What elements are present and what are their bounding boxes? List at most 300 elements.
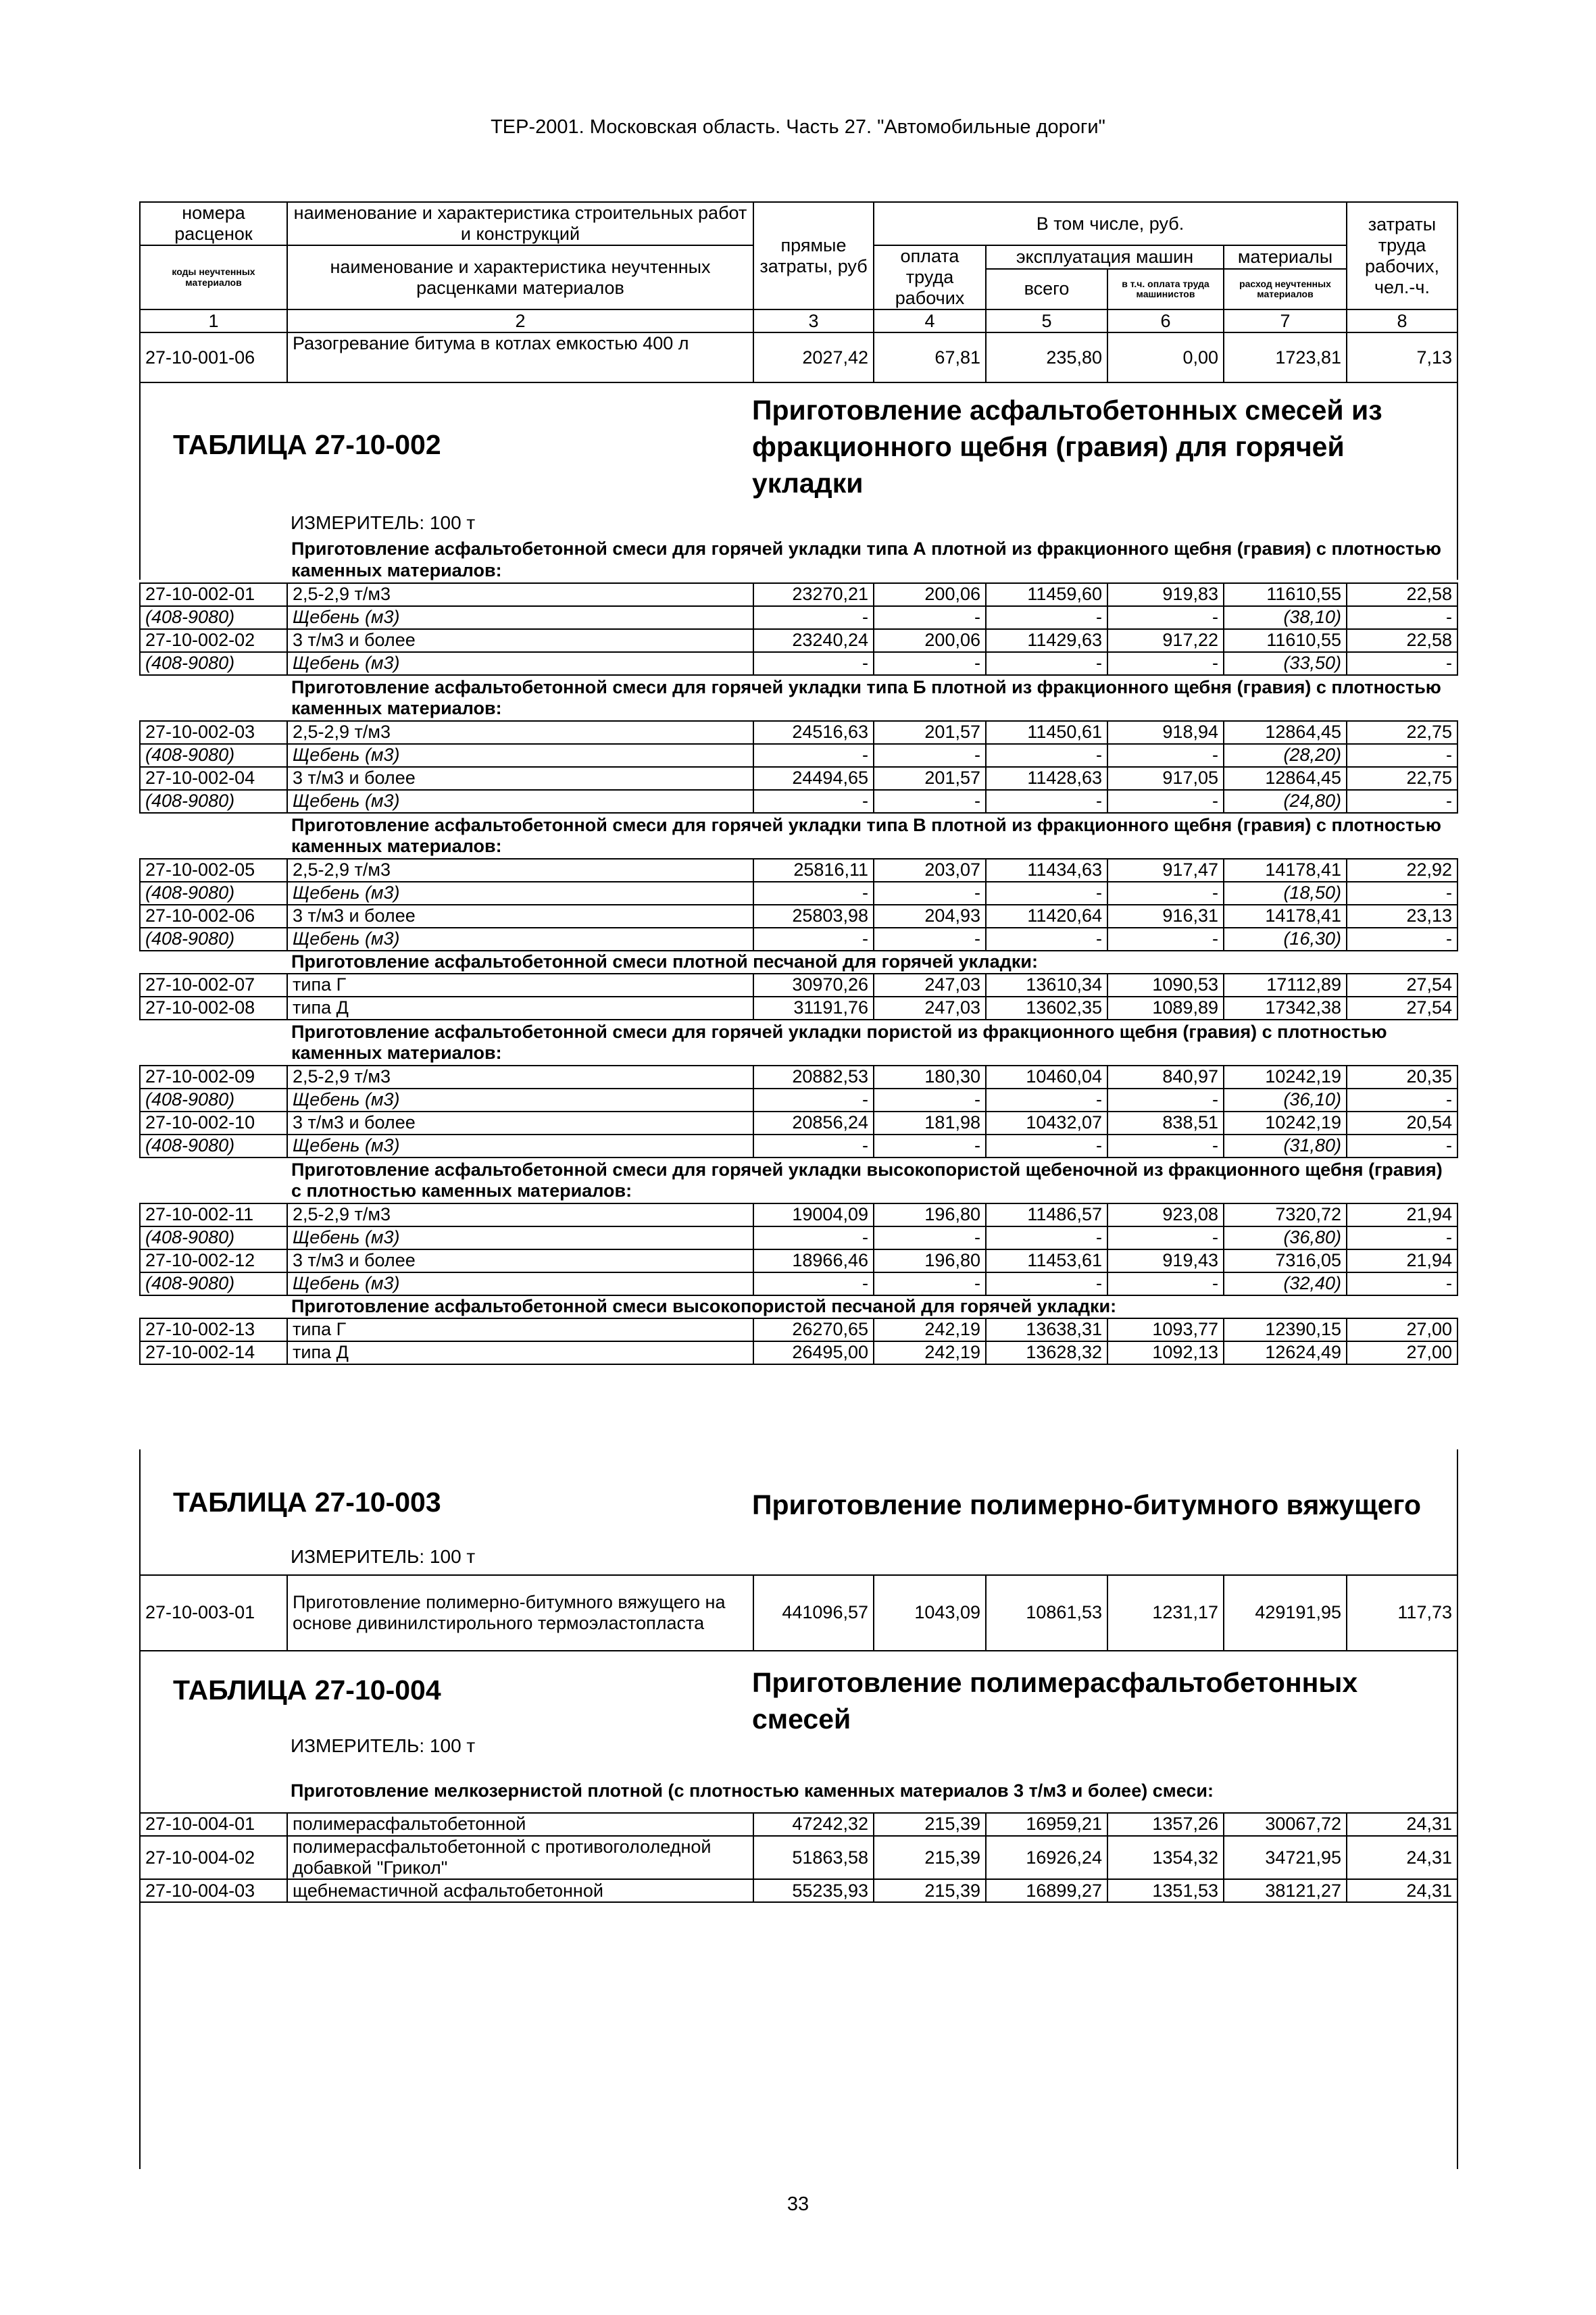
table-row — [140, 629, 1457, 652]
row-value: - — [1107, 1089, 1224, 1112]
section-heading: Приготовление асфальтобетонной смеси для горячей укладки типа А плотной из фракционного щебня (гравия) с плотностью каменных материалов: — [140, 537, 1457, 583]
row-code: (408-9080) — [140, 652, 287, 675]
row-code: 27-10-002-14 — [140, 1341, 287, 1364]
row-code: 27-10-004-01 — [140, 1813, 287, 1836]
row-value: 20856,24 — [753, 1112, 874, 1135]
row-value: 10242,19 — [1224, 1112, 1347, 1135]
row-value: 12864,45 — [1224, 767, 1347, 790]
row-code: 27-10-003-01 — [140, 1575, 287, 1651]
row-value: 10242,19 — [1224, 1066, 1347, 1089]
table-row — [140, 859, 1457, 882]
row-value: 16926,24 — [986, 1836, 1107, 1879]
row-value: (18,50) — [1224, 882, 1347, 905]
row-name: Щебень (м3) — [287, 1226, 753, 1249]
row-value: - — [986, 928, 1107, 951]
row-code: 27-10-002-05 — [140, 859, 287, 882]
row-value: (38,10) — [1224, 606, 1347, 629]
row-value: - — [753, 1135, 874, 1158]
row-value: 10432,07 — [986, 1112, 1107, 1135]
table-row — [140, 1813, 1457, 1836]
row-value: 26495,00 — [753, 1341, 874, 1364]
row-name: 2,5-2,9 т/м3 — [287, 859, 753, 882]
row-value: 27,54 — [1347, 997, 1457, 1020]
row-name: Щебень (м3) — [287, 790, 753, 813]
row-value: 203,07 — [874, 859, 986, 882]
row-value: 20882,53 — [753, 1066, 874, 1089]
row-value: 1090,53 — [1107, 974, 1224, 997]
row-name: Щебень (м3) — [287, 928, 753, 951]
row-value: 11450,61 — [986, 721, 1107, 744]
row-value: - — [1107, 1226, 1224, 1249]
row-value: 27,00 — [1347, 1341, 1457, 1364]
row-value: - — [1107, 744, 1224, 767]
row-value: 200,06 — [874, 583, 986, 606]
row-name: 2,5-2,9 т/м3 — [287, 583, 753, 606]
table002-description: Приготовление асфальтобетонных смесей из фракционного щебня (гравия) для горячей укладки — [752, 395, 1382, 499]
row-name: Щебень (м3) — [287, 1135, 753, 1158]
row-value: 27,00 — [1347, 1318, 1457, 1341]
row-code: (408-9080) — [140, 1272, 287, 1295]
row-value: - — [753, 790, 874, 813]
row-value: 17342,38 — [1224, 997, 1347, 1020]
row-value: 26270,65 — [753, 1318, 874, 1341]
row-value: - — [753, 606, 874, 629]
row-value: - — [1347, 790, 1457, 813]
row-name: типа Д — [287, 997, 753, 1020]
table003-measure: ИЗМЕРИТЕЛЬ: 100 т — [291, 1546, 476, 1567]
section-row — [140, 537, 1457, 583]
row-value: 1354,32 — [1107, 1836, 1224, 1879]
section-heading: Приготовление асфальтобетонной смеси высокопористой песчаной для горячей укладки: — [140, 1295, 1457, 1318]
row-value: - — [753, 928, 874, 951]
row-value: 12624,49 — [1224, 1341, 1347, 1364]
row-value: - — [986, 652, 1107, 675]
table-row — [140, 997, 1457, 1020]
row-code: 27-10-002-13 — [140, 1318, 287, 1341]
row-code: (408-9080) — [140, 928, 287, 951]
col-head-7: расход неучтенных материалов — [1224, 269, 1347, 310]
col-num: 5 — [986, 309, 1107, 332]
table-row — [140, 583, 1457, 606]
row-value: 14178,41 — [1224, 905, 1347, 928]
row-value: 10460,04 — [986, 1066, 1107, 1089]
row-value: 21,94 — [1347, 1203, 1457, 1226]
row-value: 55235,93 — [753, 1879, 874, 1902]
row-value: - — [986, 790, 1107, 813]
row-value: - — [874, 882, 986, 905]
row-value: - — [753, 882, 874, 905]
row-value: - — [874, 1272, 986, 1295]
row-value: 7320,72 — [1224, 1203, 1347, 1226]
row-code: (408-9080) — [140, 882, 287, 905]
row-code: 27-10-002-11 — [140, 1203, 287, 1226]
row-code: 27-10-002-09 — [140, 1066, 287, 1089]
row-value: 25816,11 — [753, 859, 874, 882]
col-num: 7 — [1224, 309, 1347, 332]
col-head-2-bottom: наименование и характеристика неучтенных расценками материалов — [287, 245, 753, 309]
row-value: 196,80 — [874, 1203, 986, 1226]
row-value: - — [1107, 928, 1224, 951]
row-name: 3 т/м3 и более — [287, 1249, 753, 1272]
row-value: 215,39 — [874, 1836, 986, 1879]
row-value: 7,13 — [1347, 332, 1457, 382]
section-heading: Приготовление асфальтобетонной смеси плотной песчаной для горячей укладки: — [140, 951, 1457, 974]
row-value: (33,50) — [1224, 652, 1347, 675]
row-name: полимерасфальтобетонной — [287, 1813, 753, 1836]
table004-description: Приготовление полимерасфальтобетонных смесей — [752, 1667, 1358, 1735]
table-row — [140, 744, 1457, 767]
row-name: Щебень (м3) — [287, 1089, 753, 1112]
row-value: - — [986, 1135, 1107, 1158]
row-code: 27-10-004-02 — [140, 1836, 287, 1879]
table004 — [139, 1812, 1458, 1903]
table-row — [140, 767, 1457, 790]
row-value: 24,31 — [1347, 1879, 1457, 1902]
col-num: 6 — [1107, 309, 1224, 332]
row-value: 201,57 — [874, 721, 986, 744]
row-value: - — [986, 1272, 1107, 1295]
row-value: 919,83 — [1107, 583, 1224, 606]
row-value: 20,54 — [1347, 1112, 1457, 1135]
row-name: 2,5-2,9 т/м3 — [287, 1203, 753, 1226]
row-value: - — [874, 744, 986, 767]
table-row — [140, 1879, 1457, 1902]
row-value: 24494,65 — [753, 767, 874, 790]
row-value: 181,98 — [874, 1112, 986, 1135]
row-code: 27-10-001-06 — [140, 332, 287, 382]
row-value: 2027,42 — [753, 332, 874, 382]
row-value: 12390,15 — [1224, 1318, 1347, 1341]
row-value: 67,81 — [874, 332, 986, 382]
row-value: 429191,95 — [1224, 1575, 1347, 1651]
row-value: (24,80) — [1224, 790, 1347, 813]
table-row — [140, 974, 1457, 997]
row-value: (36,80) — [1224, 1226, 1347, 1249]
row-value: 180,30 — [874, 1066, 986, 1089]
row-code: (408-9080) — [140, 1226, 287, 1249]
row-value: - — [1107, 606, 1224, 629]
row-value: - — [1107, 1135, 1224, 1158]
row-value: 24,31 — [1347, 1836, 1457, 1879]
row-value: 22,75 — [1347, 721, 1457, 744]
col-num: 8 — [1347, 309, 1457, 332]
row-code: 27-10-002-04 — [140, 767, 287, 790]
row-value: 16899,27 — [986, 1879, 1107, 1902]
row-value: 23,13 — [1347, 905, 1457, 928]
row-value: 19004,09 — [753, 1203, 874, 1226]
row-code: 27-10-002-07 — [140, 974, 287, 997]
row-code: 27-10-002-02 — [140, 629, 287, 652]
row-value: (16,30) — [1224, 928, 1347, 951]
row-value: 24,31 — [1347, 1813, 1457, 1836]
row-name: Разогревание битума в котлах емкостью 400 л — [287, 332, 753, 382]
row-value: 923,08 — [1107, 1203, 1224, 1226]
row-value: 11434,63 — [986, 859, 1107, 882]
row-value: 51863,58 — [753, 1836, 874, 1879]
row-value: 441096,57 — [753, 1575, 874, 1651]
section-row — [140, 951, 1457, 974]
row-value: - — [986, 882, 1107, 905]
row-name: 2,5-2,9 т/м3 — [287, 1066, 753, 1089]
row-value: 204,93 — [874, 905, 986, 928]
row-code: 27-10-002-01 — [140, 583, 287, 606]
row-value: 13602,35 — [986, 997, 1107, 1020]
row-value: 917,05 — [1107, 767, 1224, 790]
table003 — [139, 1574, 1458, 1651]
row-value: 17112,89 — [1224, 974, 1347, 997]
row-name: типа Г — [287, 1318, 753, 1341]
table-row — [140, 1226, 1457, 1249]
row-value: 11610,55 — [1224, 583, 1347, 606]
row-value: - — [753, 652, 874, 675]
row-value: 917,47 — [1107, 859, 1224, 882]
row-value: 38121,27 — [1224, 1879, 1347, 1902]
table-row — [140, 905, 1457, 928]
table-row — [140, 1318, 1457, 1341]
row-name: Щебень (м3) — [287, 882, 753, 905]
row-value: 235,80 — [986, 332, 1107, 382]
row-value: - — [874, 928, 986, 951]
row-value: 30970,26 — [753, 974, 874, 997]
row-value: - — [874, 606, 986, 629]
row-value: 22,58 — [1347, 583, 1457, 606]
row-value: 247,03 — [874, 974, 986, 997]
section-row — [140, 1158, 1457, 1203]
table004-measure: ИЗМЕРИТЕЛЬ: 100 т — [291, 1735, 476, 1756]
row-name: типа Г — [287, 974, 753, 997]
row-value: (32,40) — [1224, 1272, 1347, 1295]
row-value: - — [1347, 928, 1457, 951]
row-value: 200,06 — [874, 629, 986, 652]
row-value: 196,80 — [874, 1249, 986, 1272]
row-value: (28,20) — [1224, 744, 1347, 767]
row-value: 25803,98 — [753, 905, 874, 928]
row-value: 11486,57 — [986, 1203, 1107, 1226]
row-name: 3 т/м3 и более — [287, 905, 753, 928]
row-value: - — [874, 1226, 986, 1249]
table002 — [139, 537, 1458, 1365]
section-row — [140, 1020, 1457, 1066]
row-value: 916,31 — [1107, 905, 1224, 928]
table-row — [140, 928, 1457, 951]
row-value: - — [1347, 606, 1457, 629]
row-code: 27-10-002-06 — [140, 905, 287, 928]
row-code: (408-9080) — [140, 1089, 287, 1112]
row-value: - — [1347, 1272, 1457, 1295]
row-name: 3 т/м3 и более — [287, 1112, 753, 1135]
row-name: Щебень (м3) — [287, 1272, 753, 1295]
row-code: (408-9080) — [140, 606, 287, 629]
row-code: (408-9080) — [140, 790, 287, 813]
table-row — [140, 1203, 1457, 1226]
row-value: 22,92 — [1347, 859, 1457, 882]
row-value: 22,58 — [1347, 629, 1457, 652]
page-header: ТЕР-2001. Московская область. Часть 27. "Автомобильные дороги" — [491, 116, 1105, 138]
section-heading: Приготовление асфальтобетонной смеси для горячей укладки высокопористой щебеночной из фракционного щебня (гравия) с плотностью каменных материалов: — [140, 1158, 1457, 1203]
table-row — [140, 790, 1457, 813]
table-row — [140, 1135, 1457, 1158]
row-value: 27,54 — [1347, 974, 1457, 997]
row-value: - — [1347, 882, 1457, 905]
row-code: (408-9080) — [140, 1135, 287, 1158]
row-name: типа Д — [287, 1341, 753, 1364]
table-row — [140, 721, 1457, 744]
table002-measure: ИЗМЕРИТЕЛЬ: 100 т — [291, 512, 476, 533]
table-row — [140, 1249, 1457, 1272]
row-value: 20,35 — [1347, 1066, 1457, 1089]
table-row — [140, 652, 1457, 675]
row-value: 23270,21 — [753, 583, 874, 606]
table-row — [140, 606, 1457, 629]
row-value: 201,57 — [874, 767, 986, 790]
row-value: 10861,53 — [986, 1575, 1107, 1651]
table-row — [140, 1272, 1457, 1295]
table-row — [140, 1112, 1457, 1135]
row-value: 18966,46 — [753, 1249, 874, 1272]
table-row — [140, 1836, 1457, 1879]
row-name: Приготовление полимерно-битумного вяжущего на основе дивинилстирольного термоэластопласта — [287, 1575, 753, 1651]
row-value: - — [1347, 652, 1457, 675]
row-value: 242,19 — [874, 1318, 986, 1341]
table-row — [140, 1066, 1457, 1089]
row-code: 27-10-004-03 — [140, 1879, 287, 1902]
row-value: - — [986, 1089, 1107, 1112]
row-value: 1357,26 — [1107, 1813, 1224, 1836]
row-value: 1231,17 — [1107, 1575, 1224, 1651]
row-value: - — [1107, 1272, 1224, 1295]
row-value: - — [986, 744, 1107, 767]
table-row — [140, 1341, 1457, 1364]
row-value: 11610,55 — [1224, 629, 1347, 652]
row-value: 34721,95 — [1224, 1836, 1347, 1879]
col-head-8: затраты труда рабочих, чел.-ч. — [1347, 202, 1457, 309]
row-value: 22,75 — [1347, 767, 1457, 790]
row-name: Щебень (м3) — [287, 652, 753, 675]
row-value: - — [1347, 744, 1457, 767]
row-value: 919,43 — [1107, 1249, 1224, 1272]
table003-description: Приготовление полимерно-битумного вяжущего — [752, 1489, 1422, 1520]
section-row — [140, 1295, 1457, 1318]
row-value: 11428,63 — [986, 767, 1107, 790]
col-num: 3 — [753, 309, 874, 332]
row-value: 917,22 — [1107, 629, 1224, 652]
row-value: 242,19 — [874, 1341, 986, 1364]
row-value: - — [1107, 652, 1224, 675]
row-value: 1043,09 — [874, 1575, 986, 1651]
row-value: 13610,34 — [986, 974, 1107, 997]
row-value: 0,00 — [1107, 332, 1224, 382]
row-value: - — [874, 1089, 986, 1112]
row-value: 840,97 — [1107, 1066, 1224, 1089]
col-head-6: в т.ч. оплата труда машинистов — [1107, 269, 1224, 310]
row-name: 3 т/м3 и более — [287, 629, 753, 652]
col-num: 2 — [287, 309, 753, 332]
row-value: 1093,77 — [1107, 1318, 1224, 1341]
row-value: - — [753, 1226, 874, 1249]
row-name: Щебень (м3) — [287, 606, 753, 629]
section-row — [140, 813, 1457, 859]
table003-title: ТАБЛИЦА 27-10-003 — [173, 1487, 441, 1518]
row-value: 11453,61 — [986, 1249, 1107, 1272]
row-value: 21,94 — [1347, 1249, 1457, 1272]
row-value: - — [753, 744, 874, 767]
row-value: 7316,05 — [1224, 1249, 1347, 1272]
row-value: 23240,24 — [753, 629, 874, 652]
row-value: 918,94 — [1107, 721, 1224, 744]
row-value: 215,39 — [874, 1813, 986, 1836]
row-value: - — [1347, 1226, 1457, 1249]
row-name: 3 т/м3 и более — [287, 767, 753, 790]
row-value: - — [986, 606, 1107, 629]
table002-title: ТАБЛИЦА 27-10-002 — [173, 429, 441, 460]
row-code: 27-10-002-03 — [140, 721, 287, 744]
row-value: 1089,89 — [1107, 997, 1224, 1020]
row-value: 14178,41 — [1224, 859, 1347, 882]
row-value: 1351,53 — [1107, 1879, 1224, 1902]
row-name: Щебень (м3) — [287, 744, 753, 767]
row-value: 30067,72 — [1224, 1813, 1347, 1836]
section-heading: Приготовление асфальтобетонной смеси для горячей укладки пористой из фракционного щебня (гравия) с плотностью каменных материалов: — [140, 1020, 1457, 1066]
row-value: - — [1347, 1089, 1457, 1112]
row-value: - — [1107, 790, 1224, 813]
col-head-machines: эксплуатация машин — [986, 245, 1224, 269]
row-value: 12864,45 — [1224, 721, 1347, 744]
col-head-4: оплата труда рабочих — [874, 245, 986, 309]
row-value: 47242,32 — [753, 1813, 874, 1836]
row-value: - — [986, 1226, 1107, 1249]
row-value: - — [874, 790, 986, 813]
table004-note: Приготовление мелкозернистой плотной (с плотностью каменных материалов 3 т/м3 и более) смеси: — [291, 1781, 1214, 1801]
header-table — [139, 201, 1458, 383]
row-value: 117,73 — [1347, 1575, 1457, 1651]
section-heading: Приготовление асфальтобетонной смеси для горячей укладки типа В плотной из фракционного щебня (гравия) с плотностью каменных материалов: — [140, 813, 1457, 859]
row-code: 27-10-002-10 — [140, 1112, 287, 1135]
table-row — [140, 1089, 1457, 1112]
row-code: (408-9080) — [140, 744, 287, 767]
row-value: 11459,60 — [986, 583, 1107, 606]
col-num: 1 — [140, 309, 287, 332]
row-value: 215,39 — [874, 1879, 986, 1902]
row-value: - — [874, 1135, 986, 1158]
row-value: 1092,13 — [1107, 1341, 1224, 1364]
row-value: 16959,21 — [986, 1813, 1107, 1836]
row-value: 24516,63 — [753, 721, 874, 744]
row-value: 1723,81 — [1224, 332, 1347, 382]
row-value: (31,80) — [1224, 1135, 1347, 1158]
row-value: - — [753, 1089, 874, 1112]
col-head-1-top: номера расценок — [140, 202, 287, 245]
row-value: - — [753, 1272, 874, 1295]
table-row — [140, 882, 1457, 905]
col-num: 4 — [874, 309, 986, 332]
row-value: - — [874, 652, 986, 675]
row-name: щебнемастичной асфальтобетонной — [287, 1879, 753, 1902]
section-row — [140, 675, 1457, 721]
col-head-5: всего — [986, 269, 1107, 310]
row-value: 13638,31 — [986, 1318, 1107, 1341]
row-value: 31191,76 — [753, 997, 874, 1020]
row-name: полимерасфальтобетонной с противогололедной добавкой "Грикол" — [287, 1836, 753, 1879]
col-head-1-bottom: коды неучтенных материалов — [140, 245, 287, 309]
row-value: 11429,63 — [986, 629, 1107, 652]
table004-title: ТАБЛИЦА 27-10-004 — [173, 1674, 441, 1706]
row-value: 838,51 — [1107, 1112, 1224, 1135]
col-head-materials: материалы — [1224, 245, 1347, 269]
col-head-2-top: наименование и характеристика строительных работ и конструкций — [287, 202, 753, 245]
row-value: 247,03 — [874, 997, 986, 1020]
row-value: 11420,64 — [986, 905, 1107, 928]
section-heading: Приготовление асфальтобетонной смеси для горячей укладки типа Б плотной из фракционного щебня (гравия) с плотностью каменных материалов: — [140, 675, 1457, 721]
